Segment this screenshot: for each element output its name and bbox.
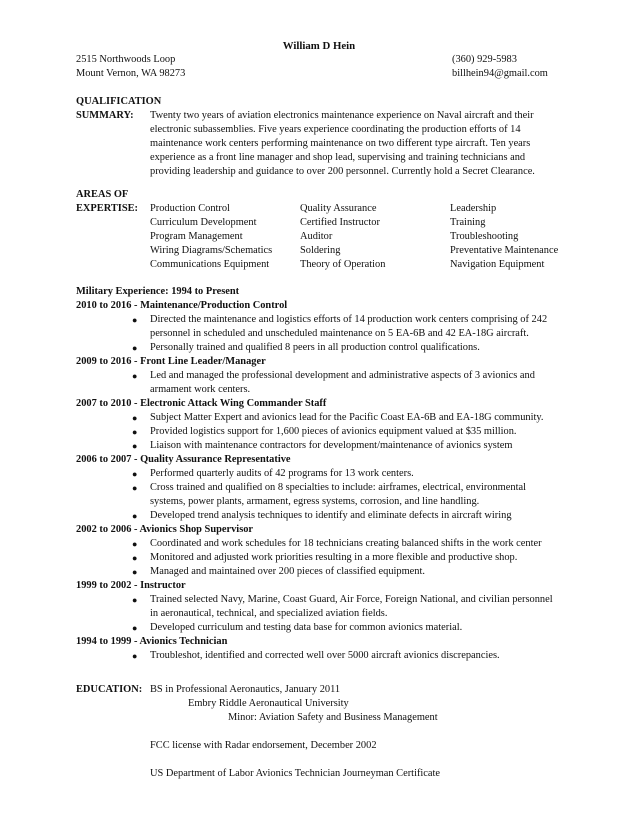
expertise-item: Training <box>450 217 486 228</box>
bullet-text: Subject Matter Expert and avionics lead for the Pacific Coast EA-6B and EA-18G community. <box>150 412 544 423</box>
bullet-icon: ● <box>132 427 138 437</box>
bullet-icon: ● <box>132 315 138 325</box>
list-item <box>132 481 560 509</box>
bullet-icon: ● <box>132 469 138 479</box>
bullet-icon: ● <box>132 441 138 451</box>
bullet-text: Performed quarterly audits of 42 programs for 13 work centers. <box>150 468 414 479</box>
bullet-text: Led and managed the professional development and administrative aspects of 3 avionics and armament work centers. <box>150 370 535 395</box>
job-bullets <box>132 411 560 453</box>
expertise-item: Wiring Diagrams/Schematics <box>150 245 273 256</box>
expertise-row <box>150 202 600 216</box>
bullet-text: Monitored and adjusted work priorities resulting in a more flexible and productive shop. <box>150 552 518 563</box>
expertise-row <box>150 258 600 272</box>
job-title: 2010 to 2016 - Maintenance/Production Control <box>76 300 288 311</box>
bullet-icon: ● <box>132 553 138 563</box>
job-title: 1999 to 2002 - Instructor <box>76 580 186 591</box>
list-item <box>132 649 560 663</box>
expertise-row <box>150 230 600 244</box>
expertise-item: Auditor <box>300 231 333 242</box>
expertise-item: Program Management <box>150 231 243 242</box>
qualification-label-1: QUALIFICATION <box>76 96 162 107</box>
bullet-text: Troubleshot, identified and corrected well over 5000 aircraft avionics discrepancies. <box>150 650 500 661</box>
bullet-icon: ● <box>132 483 138 493</box>
expertise-row <box>150 244 600 258</box>
expertise-item: Preventative Maintenance <box>450 245 559 256</box>
job-title: 2006 to 2007 - Quality Assurance Representative <box>76 454 291 465</box>
education-degree: BS in Professional Aeronautics, January 2011 <box>150 684 341 695</box>
expertise-label-2: EXPERTISE: <box>76 203 138 214</box>
bullet-icon: ● <box>132 651 138 661</box>
education-dol-certificate: US Department of Labor Avionics Technician Journeyman Certificate <box>150 768 441 779</box>
job-title: 1994 to 1999 - Avionics Technician <box>76 636 228 647</box>
address-line-2: Mount Vernon, WA 98273 <box>76 68 186 79</box>
job-bullets <box>132 369 560 397</box>
expertise-item: Quality Assurance <box>300 203 377 214</box>
list-item <box>132 313 560 341</box>
bullet-text: Developed trend analysis techniques to identify and eliminate defects in aircraft wiring <box>150 510 512 521</box>
bullet-icon: ● <box>132 567 138 577</box>
bullet-text: Developed curriculum and testing data base for common avionics material. <box>150 622 463 633</box>
email-address: billhein94@gmail.com <box>452 68 548 79</box>
military-experience-heading: Military Experience: 1994 to Present <box>76 286 240 297</box>
bullet-icon: ● <box>132 539 138 549</box>
list-item <box>132 411 560 425</box>
job-title: 2009 to 2016 - Front Line Leader/Manager <box>76 356 266 367</box>
bullet-text: Liaison with maintenance contractors for development/maintenance of avionics system <box>150 440 513 451</box>
bullet-text: Personally trained and qualified 8 peers in all production control qualifications. <box>150 342 480 353</box>
list-item <box>132 537 560 551</box>
expertise-grid <box>150 202 600 272</box>
applicant-name: William D Hein <box>282 40 356 52</box>
job-bullets <box>132 537 560 579</box>
education-fcc-license: FCC license with Radar endorsement, December 2002 <box>150 740 377 751</box>
bullet-icon: ● <box>132 413 138 423</box>
bullet-text: Directed the maintenance and logistics efforts of 14 production work centers comprising of 242 personnel in scheduled and unscheduled maintenance on 5 EA-6B and 42 EA-18G aircraft. <box>150 314 548 339</box>
expertise-item: Troubleshooting <box>450 231 519 242</box>
list-item <box>132 369 560 397</box>
job-title: 2007 to 2010 - Electronic Attack Wing Commander Staff <box>76 398 327 409</box>
expertise-item: Curriculum Development <box>150 217 257 228</box>
address-line-1: 2515 Northwoods Loop <box>76 54 176 65</box>
education-school: Embry Riddle Aeronautical University <box>188 698 349 709</box>
expertise-row <box>150 216 600 230</box>
list-item <box>132 439 560 453</box>
bullet-text: Managed and maintained over 200 pieces of classified equipment. <box>150 566 425 577</box>
bullet-icon: ● <box>132 511 138 521</box>
phone-number: (360) 929-5983 <box>452 54 517 65</box>
expertise-item: Communications Equipment <box>150 259 270 270</box>
qualification-summary-text: Twenty two years of aviation electronics maintenance experience on Naval aircraft and their electronic subassemblies. Five years experience coordinating the production efforts of 14 maintenance work centers performing maintenance on two different type aircraft. Ten years experience as a front line manager and shop lead, supervising and training technicians and providing leadership and guidance to over 200 personnel. Currently hold a Secret Clearance. <box>150 110 535 177</box>
job-bullets <box>132 467 560 523</box>
expertise-item: Theory of Operation <box>300 259 386 270</box>
job-bullets <box>132 313 560 355</box>
job-bullets <box>132 649 560 663</box>
expertise-label-1: AREAS OF <box>76 189 129 200</box>
list-item <box>132 565 560 579</box>
list-item <box>132 341 560 355</box>
bullet-text: Cross trained and qualified on 8 specialties to include: airframes, electrical, environmental systems, power plants, armament, egress systems, corrosion, and line handling. <box>150 482 526 507</box>
education-minor: Minor: Aviation Safety and Business Management <box>228 712 438 723</box>
list-item <box>132 621 560 635</box>
bullet-icon: ● <box>132 343 138 353</box>
bullet-icon: ● <box>132 595 138 605</box>
list-item <box>132 593 560 621</box>
expertise-item: Navigation Equipment <box>450 259 545 270</box>
list-item <box>132 467 560 481</box>
qualification-label-2: SUMMARY: <box>76 110 134 121</box>
bullet-icon: ● <box>132 623 138 633</box>
job-title: 2002 to 2006 - Avionics Shop Supervisor <box>76 524 254 535</box>
education-label: EDUCATION: <box>76 684 143 695</box>
expertise-item: Leadership <box>450 203 497 214</box>
list-item <box>132 509 560 523</box>
job-bullets <box>132 593 560 635</box>
bullet-text: Coordinated and work schedules for 18 technicians creating balanced shifts in the work center <box>150 538 542 549</box>
expertise-item: Soldering <box>300 245 341 256</box>
expertise-item: Certified Instructor <box>300 217 380 228</box>
bullet-text: Provided logistics support for 1,600 pieces of avionics equipment valued at $35 million. <box>150 426 517 437</box>
bullet-text: Trained selected Navy, Marine, Coast Guard, Air Force, Foreign National, and civilian personnel in aeronautical, technical, and specialized aviation fields. <box>150 594 553 619</box>
list-item <box>132 551 560 565</box>
expertise-item: Production Control <box>150 203 230 214</box>
bullet-icon: ● <box>132 371 138 381</box>
list-item <box>132 425 560 439</box>
